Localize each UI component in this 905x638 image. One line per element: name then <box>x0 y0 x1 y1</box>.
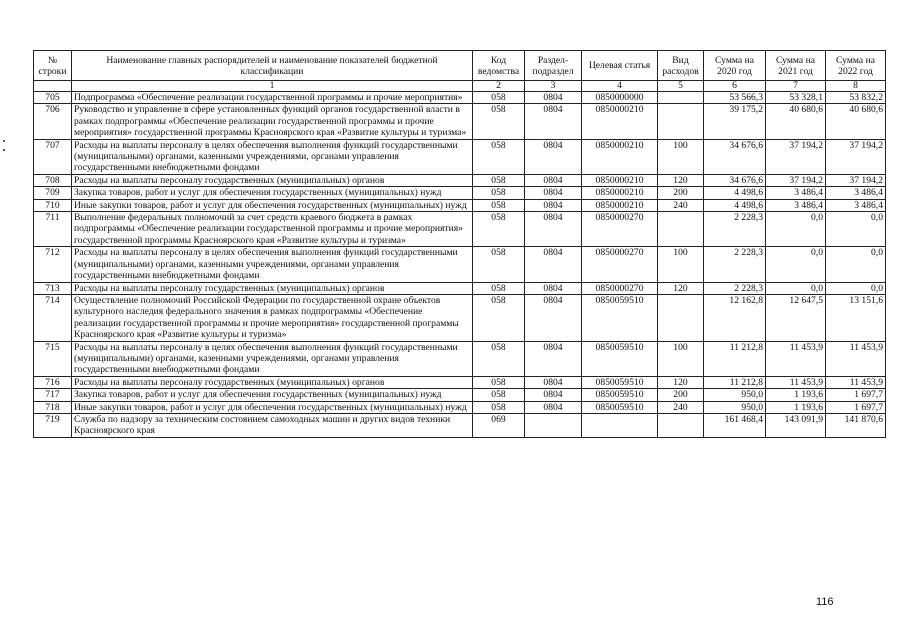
table-row <box>34 199 886 211</box>
expense-type <box>658 104 704 139</box>
target-article: 0850000210 <box>582 104 658 139</box>
row-name: Закупка товаров, работ и услуг для обеспечения государственных (муниципальных) нужд <box>72 389 473 401</box>
sum-2021: 37 194,2 <box>766 174 826 186</box>
row-number: 706 <box>34 104 72 139</box>
section-code: 0804 <box>525 376 582 388</box>
section-code: 0804 <box>525 294 582 341</box>
dept-code: 058 <box>473 104 525 139</box>
table-row <box>34 174 886 186</box>
sum-2020: 4 498,6 <box>704 199 766 211</box>
expense-type: 240 <box>658 199 704 211</box>
expense-type: 240 <box>658 401 704 413</box>
section-code: 0804 <box>525 139 582 174</box>
dept-code: 058 <box>473 199 525 211</box>
sum-2022: 13 151,6 <box>826 294 886 341</box>
sum-2020: 2 228,3 <box>704 282 766 294</box>
row-number: 714 <box>34 294 72 341</box>
sum-2020: 950,0 <box>704 389 766 401</box>
target-article: 0850059510 <box>582 341 658 376</box>
header-dept-code: Код ведомства <box>473 51 525 81</box>
target-article: 0850059510 <box>582 401 658 413</box>
sum-2020: 4 498,6 <box>704 187 766 199</box>
row-name: Осуществление полномочий Российской Федерации по государственной охране объектов культурного наследия федерального значения в рамках подпрограммы «Обеспечение реализации государственной программы и прочие мероприятия» государственной программы Красноярского края «Развитие культуры и туризма» <box>72 294 473 341</box>
header-row-number: № строки <box>34 51 72 81</box>
row-name: Расходы на выплаты персоналу в целях обеспечения выполнения функций государственными (муниципальными) органами, казенными учреждениями, органами управления государственными внебюджетными фондами <box>72 139 473 174</box>
section-code <box>525 413 582 437</box>
table-row <box>34 92 886 104</box>
sum-2020: 53 566,3 <box>704 92 766 104</box>
section-code: 0804 <box>525 341 582 376</box>
expense-type: 100 <box>658 247 704 282</box>
section-code: 0804 <box>525 187 582 199</box>
sum-2022: 141 870,6 <box>826 413 886 437</box>
sum-2021: 11 453,9 <box>766 341 826 376</box>
row-name: Расходы на выплаты персоналу государственных (муниципальных) органов <box>72 174 473 186</box>
target-article: 0850000210 <box>582 187 658 199</box>
sum-2021: 11 453,9 <box>766 376 826 388</box>
header-sum-2022: Сумма на 2022 год <box>826 51 886 81</box>
margin-dots <box>2 140 6 162</box>
column-number: 7 <box>766 81 826 92</box>
row-number: 711 <box>34 212 72 247</box>
row-number: 708 <box>34 174 72 186</box>
column-number-row <box>34 81 886 92</box>
table-row <box>34 187 886 199</box>
row-number: 707 <box>34 139 72 174</box>
column-number <box>34 81 72 92</box>
table-row <box>34 104 886 139</box>
table-row <box>34 341 886 376</box>
header-section: Раздел-подраздел <box>525 51 582 81</box>
sum-2022: 0,0 <box>826 212 886 247</box>
dept-code: 058 <box>473 401 525 413</box>
expense-type: 120 <box>658 282 704 294</box>
sum-2021: 1 193,6 <box>766 401 826 413</box>
sum-2022: 0,0 <box>826 247 886 282</box>
sum-2022: 0,0 <box>826 282 886 294</box>
sum-2022: 1 697,7 <box>826 401 886 413</box>
expense-type: 200 <box>658 389 704 401</box>
target-article: 0850059510 <box>582 294 658 341</box>
column-number: 3 <box>525 81 582 92</box>
expense-type <box>658 212 704 247</box>
section-code: 0804 <box>525 92 582 104</box>
section-code: 0804 <box>525 247 582 282</box>
expense-type: 100 <box>658 139 704 174</box>
section-code: 0804 <box>525 104 582 139</box>
table-row <box>34 294 886 341</box>
dept-code: 058 <box>473 282 525 294</box>
sum-2022: 3 486,4 <box>826 187 886 199</box>
row-name: Иные закупки товаров, работ и услуг для обеспечения государственных (муниципальных) нужд <box>72 199 473 211</box>
dept-code: 058 <box>473 139 525 174</box>
target-article: 0850000210 <box>582 199 658 211</box>
dept-code: 058 <box>473 389 525 401</box>
section-code: 0804 <box>525 199 582 211</box>
sum-2020: 34 676,6 <box>704 174 766 186</box>
column-number: 8 <box>826 81 886 92</box>
target-article: 0850000270 <box>582 247 658 282</box>
sum-2020: 2 228,3 <box>704 247 766 282</box>
dept-code: 069 <box>473 413 525 437</box>
header-target-article: Целевая статья <box>582 51 658 81</box>
table-row <box>34 389 886 401</box>
target-article: 0850000210 <box>582 174 658 186</box>
expense-type <box>658 92 704 104</box>
table-row <box>34 247 886 282</box>
dept-code: 058 <box>473 174 525 186</box>
row-number: 718 <box>34 401 72 413</box>
target-article: 0850059510 <box>582 376 658 388</box>
column-number: 2 <box>473 81 525 92</box>
row-number: 717 <box>34 389 72 401</box>
sum-2021: 3 486,4 <box>766 187 826 199</box>
expense-type: 120 <box>658 174 704 186</box>
target-article: 0850059510 <box>582 389 658 401</box>
sum-2020: 950,0 <box>704 401 766 413</box>
dept-code: 058 <box>473 341 525 376</box>
sum-2020: 11 212,8 <box>704 376 766 388</box>
expense-type: 120 <box>658 376 704 388</box>
sum-2020: 2 228,3 <box>704 212 766 247</box>
target-article: 0850000000 <box>582 92 658 104</box>
row-number: 713 <box>34 282 72 294</box>
row-name: Подпрограмма «Обеспечение реализации государственной программы и прочие мероприятия» <box>72 92 473 104</box>
sum-2021: 53 328,1 <box>766 92 826 104</box>
row-name: Иные закупки товаров, работ и услуг для обеспечения государственных (муниципальных) нужд <box>72 401 473 413</box>
sum-2021: 0,0 <box>766 282 826 294</box>
sum-2021: 0,0 <box>766 247 826 282</box>
dept-code: 058 <box>473 294 525 341</box>
row-number: 716 <box>34 376 72 388</box>
header-row <box>34 51 886 81</box>
sum-2021: 40 680,6 <box>766 104 826 139</box>
sum-2022: 53 832,2 <box>826 92 886 104</box>
table-row <box>34 376 886 388</box>
row-name: Выполнение федеральных полномочий за счет средств краевого бюджета в рамках подпрограммы «Обеспечение реализации государственной программы и прочие мероприятия» государственной программы Красноярского края «Развитие культуры и туризма» <box>72 212 473 247</box>
row-number: 710 <box>34 199 72 211</box>
target-article: 0850000210 <box>582 139 658 174</box>
row-number: 705 <box>34 92 72 104</box>
sum-2021: 37 194,2 <box>766 139 826 174</box>
section-code: 0804 <box>525 174 582 186</box>
table-row <box>34 139 886 174</box>
sum-2022: 3 486,4 <box>826 199 886 211</box>
section-code: 0804 <box>525 282 582 294</box>
target-article <box>582 413 658 437</box>
expense-type: 100 <box>658 341 704 376</box>
sum-2021: 3 486,4 <box>766 199 826 211</box>
sum-2021: 1 193,6 <box>766 389 826 401</box>
column-number: 5 <box>658 81 704 92</box>
sum-2020: 39 175,2 <box>704 104 766 139</box>
sum-2020: 34 676,6 <box>704 139 766 174</box>
section-code: 0804 <box>525 212 582 247</box>
dept-code: 058 <box>473 247 525 282</box>
table-row <box>34 413 886 437</box>
header-expense-type: Вид расходов <box>658 51 704 81</box>
dept-code: 058 <box>473 187 525 199</box>
budget-table-container <box>33 50 885 438</box>
page-number: 116 <box>816 596 834 608</box>
table-row <box>34 401 886 413</box>
row-number: 715 <box>34 341 72 376</box>
sum-2022: 40 680,6 <box>826 104 886 139</box>
sum-2022: 37 194,2 <box>826 139 886 174</box>
target-article: 0850000270 <box>582 212 658 247</box>
row-number: 719 <box>34 413 72 437</box>
row-name: Расходы на выплаты персоналу государственных (муниципальных) органов <box>72 282 473 294</box>
header-sum-2020: Сумма на 2020 год <box>704 51 766 81</box>
header-sum-2021: Сумма на 2021 год <box>766 51 826 81</box>
sum-2021: 12 647,5 <box>766 294 826 341</box>
row-number: 709 <box>34 187 72 199</box>
sum-2022: 37 194,2 <box>826 174 886 186</box>
sum-2021: 0,0 <box>766 212 826 247</box>
budget-table <box>33 50 886 438</box>
sum-2022: 1 697,7 <box>826 389 886 401</box>
sum-2020: 11 212,8 <box>704 341 766 376</box>
row-name: Расходы на выплаты персоналу в целях обеспечения выполнения функций государственными (муниципальными) органами, казенными учреждениями, органами управления государственными внебюджетными фондами <box>72 341 473 376</box>
table-row <box>34 282 886 294</box>
section-code: 0804 <box>525 401 582 413</box>
header-name: Наименование главных распорядителей и наименование показателей бюджетной классификации <box>72 51 473 81</box>
table-row <box>34 212 886 247</box>
expense-type: 200 <box>658 187 704 199</box>
sum-2022: 11 453,9 <box>826 341 886 376</box>
expense-type <box>658 294 704 341</box>
row-name: Расходы на выплаты персоналу в целях обеспечения выполнения функций государственными (муниципальными) органами, казенными учреждениями, органами управления государственными внебюджетными фондами <box>72 247 473 282</box>
row-name: Расходы на выплаты персоналу государственных (муниципальных) органов <box>72 376 473 388</box>
target-article: 0850000270 <box>582 282 658 294</box>
column-number: 1 <box>72 81 473 92</box>
section-code: 0804 <box>525 389 582 401</box>
row-number: 712 <box>34 247 72 282</box>
expense-type <box>658 413 704 437</box>
dept-code: 058 <box>473 92 525 104</box>
sum-2022: 11 453,9 <box>826 376 886 388</box>
row-name: Служба по надзору за техническим состоянием самоходных машин и других видов техники Красноярского края <box>72 413 473 437</box>
dept-code: 058 <box>473 212 525 247</box>
sum-2020: 12 162,8 <box>704 294 766 341</box>
row-name: Закупка товаров, работ и услуг для обеспечения государственных (муниципальных) нужд <box>72 187 473 199</box>
sum-2021: 143 091,9 <box>766 413 826 437</box>
dept-code: 058 <box>473 376 525 388</box>
sum-2020: 161 468,4 <box>704 413 766 437</box>
column-number: 6 <box>704 81 766 92</box>
column-number: 4 <box>582 81 658 92</box>
row-name: Руководство и управление в сфере установленных функций органов государственной власти в рамках подпрограммы «Обеспечение реализации государственной программы и прочие мероприятия» государственной программы Красноярского края «Развитие культуры и туризма» <box>72 104 473 139</box>
